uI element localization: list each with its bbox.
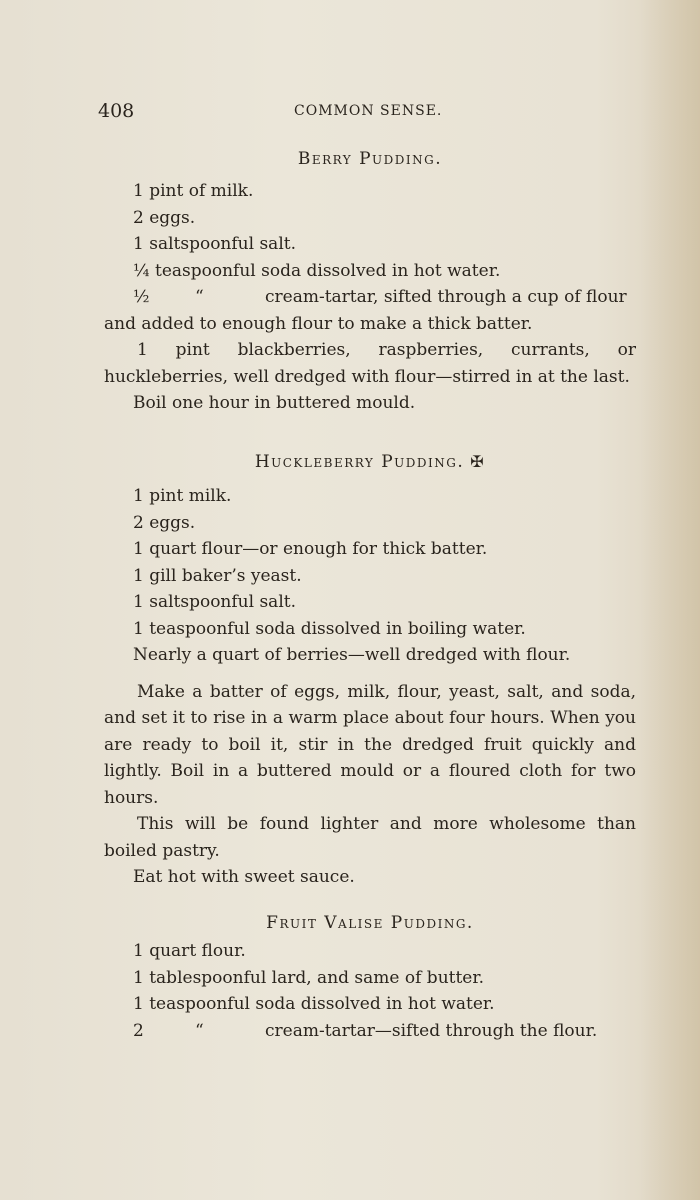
ditto-mark: “ bbox=[195, 1020, 204, 1041]
recipe-fruit-valise-pudding bbox=[104, 910, 636, 1044]
ingredient-line: 1 saltspoonful salt. bbox=[133, 234, 296, 254]
ingredient-text: teaspoonful soda dissolved in hot water. bbox=[155, 260, 501, 281]
ingredient-continuation: and added to enough flour to make a thick batter. bbox=[104, 313, 533, 334]
page-edge-shadow bbox=[640, 0, 700, 1200]
ingredient-text: cream-tartar, sifted through a cup of flour bbox=[265, 287, 627, 307]
ingredient-line: 1 quart flour—or enough for thick batter. bbox=[133, 539, 488, 559]
ingredient-line: 1 teaspoonful soda dissolved in boiling water. bbox=[133, 618, 526, 639]
ingredient-line: Nearly a quart of berries—well dredged with flour. bbox=[133, 645, 571, 665]
fraction: ½ bbox=[133, 287, 150, 307]
recipe-title-text: Huckleberry Pudding. bbox=[254, 452, 465, 472]
recipe-title: Fruit Valise Pudding. bbox=[266, 913, 474, 933]
recipe-berry-pudding bbox=[104, 146, 636, 417]
ingredient-line bbox=[104, 284, 636, 311]
ingredient-line: 1 tablespoonful lard, and same of butter. bbox=[133, 967, 485, 988]
ingredient-line: 1 teaspoonful soda dissolved in hot water. bbox=[133, 994, 495, 1014]
ingredient-line: 1 pint milk. bbox=[133, 486, 232, 506]
page-number: 408 bbox=[98, 100, 135, 122]
instruction-paragraph: Make a batter of eggs, milk, flour, yeast, salt, and soda, and set it to rise in a warm place about four hours. When you are ready to boil it, stir in the dredged fruit quickly and lightly. Boil in a buttered mould or a floured cloth for two hours. bbox=[104, 681, 636, 808]
ingredient-line: 2 eggs. bbox=[133, 207, 196, 228]
ingredient-line bbox=[104, 258, 636, 285]
instruction-line: Eat hot with sweet sauce. bbox=[133, 867, 355, 887]
fraction: ¼ bbox=[133, 260, 150, 281]
recipe-huckleberry-pudding bbox=[104, 449, 636, 891]
ingredient-line: 1 gill baker’s yeast. bbox=[133, 565, 302, 586]
cross-mark-icon: ✠ bbox=[470, 452, 486, 471]
ingredient-paragraph: 1 pint blackberries, raspberries, currants, or huckleberries, well dredged with flour—stirred in at the last. bbox=[104, 340, 636, 387]
recipe-title: Berry Pudding. bbox=[297, 149, 443, 169]
ingredient-line: 2 eggs. bbox=[133, 512, 196, 533]
instruction-paragraph: This will be found lighter and more wholesome than boiled pastry. bbox=[104, 814, 636, 861]
instruction-line: Boil one hour in buttered mould. bbox=[133, 393, 416, 413]
ingredient-line: 1 quart flour. bbox=[133, 941, 246, 961]
ingredient-text: cream-tartar—sifted through the flour. bbox=[265, 1020, 598, 1041]
running-title: COMMON SENSE. bbox=[294, 103, 443, 119]
ingredient-line bbox=[104, 1018, 636, 1045]
ingredient-line: 1 saltspoonful salt. bbox=[133, 592, 296, 612]
ingredient-line: 1 pint of milk. bbox=[133, 181, 254, 201]
ditto-mark: “ bbox=[195, 287, 204, 307]
quantity: 2 bbox=[133, 1020, 144, 1041]
page-header bbox=[98, 100, 568, 126]
recipe-title bbox=[104, 449, 636, 475]
